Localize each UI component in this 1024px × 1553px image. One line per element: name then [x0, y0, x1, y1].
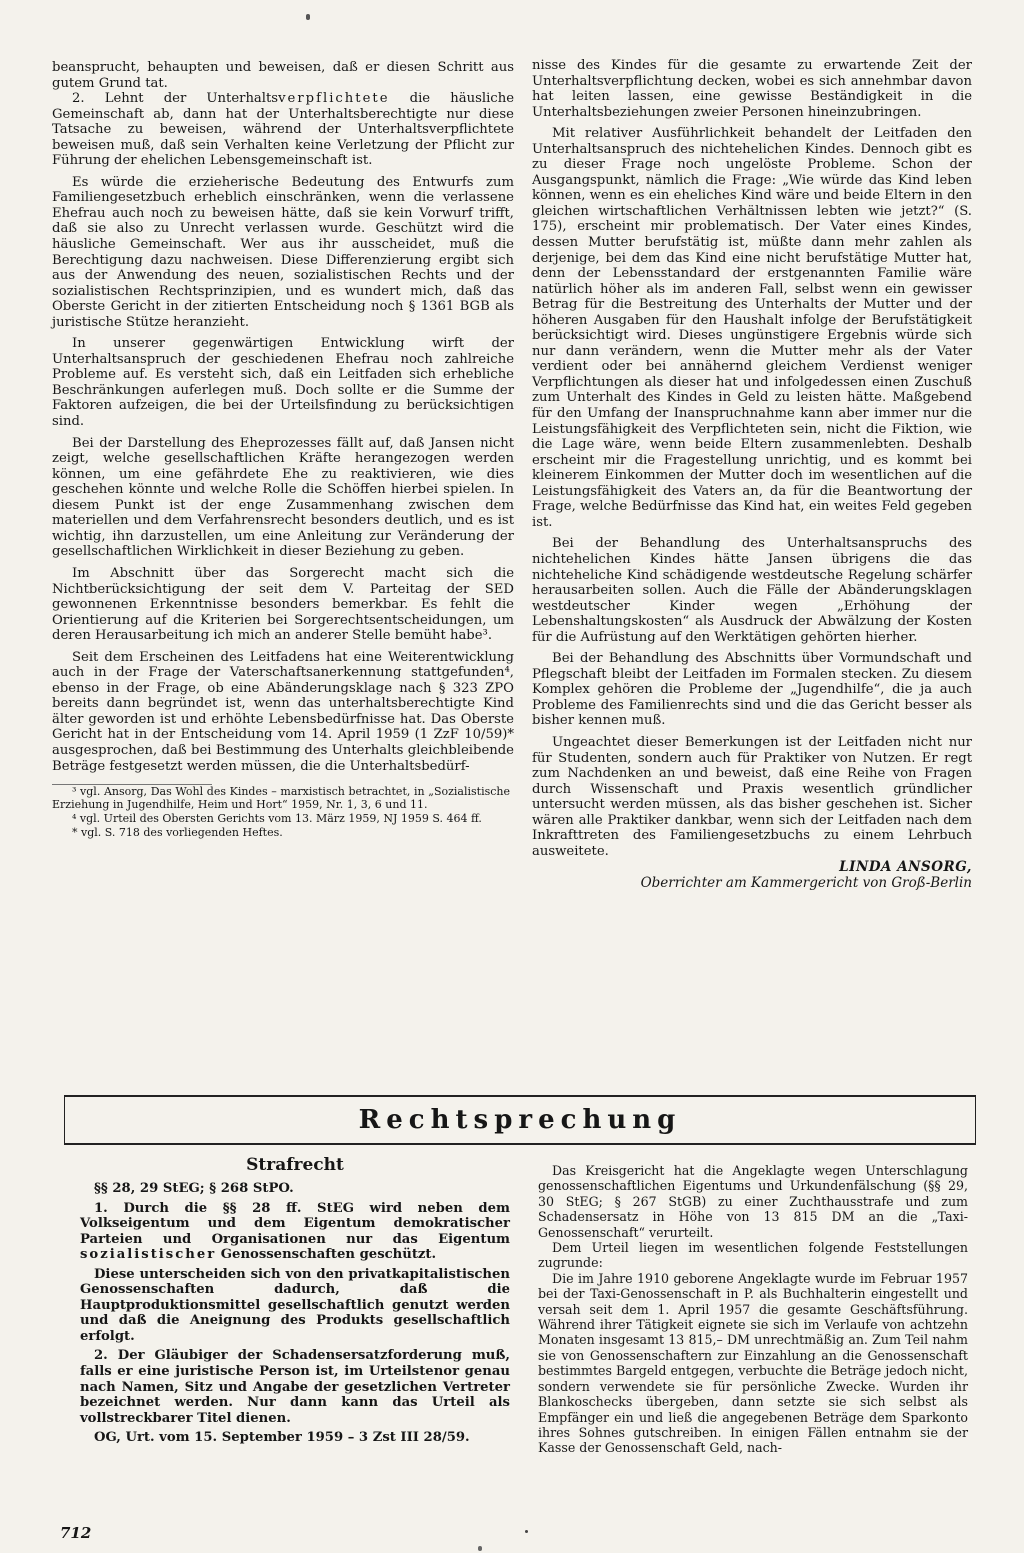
- paragraph: nisse des Kindes für die gesamte zu erwartende Zeit der Unterhaltsverpflichtung decken, wobei es sich annehmbar davon hat leiten lassen, eine gewisse Beständigkeit in die Unterhaltsbeziehungen zweier Personen hineinzubringen.: [532, 58, 972, 120]
- section-banner: [64, 1095, 976, 1145]
- paragraph: Bei der Behandlung des Unterhaltsanspruchs des nichtehelichen Kindes hätte Jansen übrigens die das nichteheliche Kind schädigende westdeutsche Regelung schärfer herausarbeiten sollen. Auch die Fälle der Abänderungsklagen westdeutscher Kinder wegen „Erhöhung der Lebenshaltungskosten“ als Ausdruck der Abwälzung der Kosten für die Aufrüstung auf den Werktätigen gehörten hierher.: [532, 536, 972, 645]
- text-run: Genossenschaften geschützt.: [216, 1247, 437, 1263]
- paragraph: Seit dem Erscheinen des Leitfadens hat eine Weiterentwicklung auch in der Frage der Vaterschaftsanerkennung stattgefunden⁴, ebenso in der Frage, ob eine Abänderungsklage nach § 323 ZPO bereits dann begründet ist, wenn das unterhaltsberechtigte Kind älter geworden ist und erhöhte Lebensbedürfnisse hat. Das Oberste Gericht hat in der Entscheidung vom 14. April 1959 (1 ZzF 10/59)* ausgesprochen, daß bei Bestimmung des Unterhalts gleichbleibende Beträge festgesetzt werden müssen, die die Unterhaltsbedürf-: [52, 649, 514, 774]
- footnote: ⁴ vgl. Urteil des Obersten Gerichts vom 13. März 1959, NJ 1959 S. 464 ff.: [72, 812, 482, 826]
- spaced-text-run: sozialistischer: [80, 1247, 217, 1263]
- paragraph: Bei der Behandlung des Abschnitts über Vormundschaft und Pflegschaft bleibt der Leitfaden im Formalen stecken. Zu diesem Komplex gehören die Probleme der „Jugendhilfe“, die ja auch Probleme des Familienrechts sind und die das Gericht besser als bisher kennen muß.: [532, 651, 972, 729]
- paragraph: Es würde die erzieherische Bedeutung des Entwurfs zum Familiengesetzbuch erheblich einschränken, wenn die verlassene Ehefrau auch noch zu beweisen hätte, daß sie kein Vorwurf trifft, daß sie also zu Unrecht verlassen wurde. Geschützt wird die häusliche Gemeinschaft. Wer aus ihr ausscheidet, muß die Berechtigung dazu nachweisen. Diese Differenzierung ergibt sich aus der Anwendung des neuen, sozialistischen Rechts und der sozialistischen Rechtsprinzipien, und es wundert mich, daß das Oberste Gericht in der zitierten Entscheidung noch § 1361 BGB als juristische Stütze heranzieht.: [52, 174, 514, 330]
- court-citation: OG, Urt. vom 15. September 1959 – 3 Zst III 28/59.: [94, 1430, 470, 1446]
- scan-mark: [525, 1530, 528, 1533]
- author-signature: [532, 859, 972, 891]
- section-heading: Strafrecht: [246, 1155, 344, 1175]
- page-number: 712: [60, 1524, 92, 1542]
- article-column-left: [52, 60, 514, 839]
- paragraph: beansprucht, behaupten und beweisen, daß er diesen Schritt aus gutem Grund tat.: [52, 60, 514, 91]
- paragraph: Bei der Darstellung des Eheprozesses fällt auf, daß Jansen nicht zeigt, welche gesellschaftlichen Kräfte herangezogen werden können, um eine gefährdete Ehe zu reaktivieren, wie dies geschehen könnte und welche Rolle die Schöffen hierbei spielen. In diesem Punkt ist der enge Zusammenhang zwischen dem materiellen und dem Verfahrensrecht besonders deutlich, und es ist wichtig, ihn darzustellen, um eine Anleitung zur Veränderung der gesellschaftlichen Wirklichkeit in dieser Beziehung zu geben.: [52, 435, 514, 560]
- footnote: * vgl. S. 718 des vorliegenden Heftes.: [72, 826, 283, 840]
- section-banner-title: Rechtsprechung: [358, 1105, 682, 1135]
- footnote: ³ vgl. Ansorg, Das Wohl des Kindes – marxistisch betrachtet, in „Sozialistische Erziehung in Jugendhilfe, Heim und Hort“ 1959, Nr. 1, 3, 6 und 11.: [52, 785, 510, 812]
- scan-mark: [306, 14, 310, 20]
- headnote: 2. Der Gläubiger der Schadensersatzforderung muß, falls er eine juristische Person ist, im Urteilstenor genau nach Namen, Sitz und Angabe der gesetzlichen Vertreter bezeichnet werden. Nur dann kann das Urteil als vollstreckbarer Titel dienen.: [80, 1348, 510, 1426]
- text-run: 1. Durch die §§ 28 ff. StEG wird neben dem Volkseigentum und dem Eigentum demokratischer Parteien und Organisationen nur das Eigentum: [80, 1200, 510, 1247]
- text-run: der Unterhaltsberechtigte nur diese Tatsache zu beweisen, während der Unterhaltsverpflichtete beweisen muß, daß sein Verhalten keine Verletzung der Pflicht zur Führung der ehelichen Lebensgemeinschaft ist.: [52, 106, 514, 169]
- paragraph: Ungeachtet dieser Bemerkungen ist der Leitfaden nicht nur für Studenten, sondern auch für Praktiker von Nutzen. Er regt zum Nachdenken an und beweist, daß eine Reihe von Fragen durch Wissenschaft und Praxis wesentlich gründlicher untersucht werden müssen, als das bisher geschehen ist. Sicher wären alle Praktiker dankbar, wenn sich der Leitfaden nach dem Inkrafttreten des Familiengesetzbuchs zu einem Lehrbuch ausweitete.: [532, 734, 972, 859]
- author-name: LINDA ANSORG,: [839, 859, 972, 876]
- paragraph: Mit relativer Ausführlichkeit behandelt der Leitfaden den Unterhaltsanspruch des nichtehelichen Kindes. Dennoch gibt es zu dieser Frage noch ungelöste Probleme. Schon der Ausgangspunkt, nämlich die Frage: „Wie würde das Kind leben können, wenn es ein eheliches Kind wäre und beide Eltern in den gleichen wirtschaftlichen Verhältnissen lebten wie jetzt?“ (S. 175), erscheint mir problematisch. Der Vater eines Kindes, dessen Mutter berufstätig ist, müßte dann mehr zahlen als derjenige, bei dem das Kind eine nicht berufstätige Mutter hat, denn der Lebensstandard der erstgenannten Familie wäre natürlich höher als im anderen Fall, selbst wenn ein gewisser Betrag für die Bestreitung des Unterhalts der Mutter und der höheren Ausgaben für den Haushalt infolge der Berufstätigkeit berücksichtigt wird. Dieses ungünstigere Ergebnis würde sich nur dann verändern, wenn die Mutter mehr als der Vater verdient oder bei annähernd gleichem Verdienst weniger Verpflichtungen als dieser hat und infolgedessen einen Zuschuß zum Unterhalt des Kindes in Geld zu leisten hätte. Maßgebend für den Umfang der Inanspruchnahme kann aber immer nur die Leistungsfähigkeit des Verpflichteten sein, nicht die Fiktion, wie die Lage wäre, wenn beide Eltern zusammenlebten. Deshalb erscheint mir die Fragestellung unrichtig, und es kommt bei kleinerem Einkommen der Mutter doch im wesentlichen auf die Leistungsfähigkeit des Vaters an, da für die Beantwortung der Frage, welche Bedürfnisse das Kind hat, ein weites Feld gegeben ist.: [532, 126, 972, 530]
- article-column-right: [532, 58, 972, 891]
- spaced-text-run: verpflichtete: [278, 91, 390, 107]
- paragraph: Im Abschnitt über das Sorgerecht macht sich die Nichtberücksichtigung der seit dem V. Parteitag der SED gewonnenen Erkenntnisse besonders bemerkbar. Es fehlt die Orientierung auf die Kriterien bei Sorgerechtsentscheidungen, um deren Herausarbeitung ich mich an anderer Stelle bemüht habe³.: [52, 565, 514, 644]
- paragraph: Dem Urteil liegen im wesentlichen folgende Feststellungen zugrunde:: [538, 1240, 968, 1271]
- text-run: die häusliche Gemeinschaft ab, dann hat: [52, 91, 514, 122]
- paragraph: Das Kreisgericht hat die Angeklagte wegen Unterschlagung genossenschaftlichen Eigentums und Urkundenfälschung (§§ 29, 30 StEG; § 267 StGB) zu einer Zuchthausstrafe und zum Schadensersatz in Höhe von 13 815 DM an die „Taxi-Genossenschaft“ verurteilt.: [538, 1163, 968, 1240]
- text-run: 2. Lehnt der Unterhalts: [72, 91, 279, 107]
- paragraph: In unserer gegenwärtigen Entwicklung wirft der Unterhaltsanspruch der geschiedenen Ehefrau noch zahlreiche Probleme auf. Es versteht sich, daß ein Leitfaden sich erhebliche Beschränkungen auferlegen muß. Doch sollte er die Summe der Faktoren aufzeigen, die bei der Urteilsfindung zu berücksichtigen sind.: [52, 336, 514, 430]
- ruling-headnotes: [80, 1155, 510, 1446]
- headnote: Diese unterscheiden sich von den privatkapitalistischen Genossenschaften dadurch, daß die Hauptproduktionsmittel gesellschaftlich genutzt werden und daß die Aneignung des Produkts gesellschaftlich erfolgt.: [80, 1266, 510, 1344]
- statute-reference: §§ 28, 29 StEG; § 268 StPO.: [94, 1181, 294, 1196]
- paragraph: [52, 91, 514, 169]
- ruling-text: [538, 1163, 968, 1456]
- paragraph: Die im Jahre 1910 geborene Angeklagte wurde im Februar 1957 bei der Taxi-Genossenschaft in P. als Buchhalterin eingestellt und versah seit dem 1. April 1957 die gesamte Geschäftsführung. Während ihrer Tätigkeit eignete sie sich im Verlaufe von achtzehn Monaten insgesamt 13 815,– DM unrechtmäßig an. Zum Teil nahm sie von Genossenschaftern zur Einzahlung an die Genossenschaft bestimmtes Bargeld entgegen, verbuchte die Beträge jedoch nicht, sondern verwendete sie für persönliche Zwecke. Wurden ihr Blankoschecks übergeben, dann setzte sie sich selbst als Empfänger ein und ließ die angegebenen Beträge dem Sparkonto ihres Sohnes gutschreiben. In einigen Fällen entnahm sie der Kasse der Genossenschaft Geld, nach-: [538, 1270, 968, 1456]
- author-title: Oberrichter am Kammergericht von Groß-Berlin: [640, 875, 972, 892]
- scan-mark: [478, 1546, 482, 1551]
- headnote: [80, 1201, 510, 1263]
